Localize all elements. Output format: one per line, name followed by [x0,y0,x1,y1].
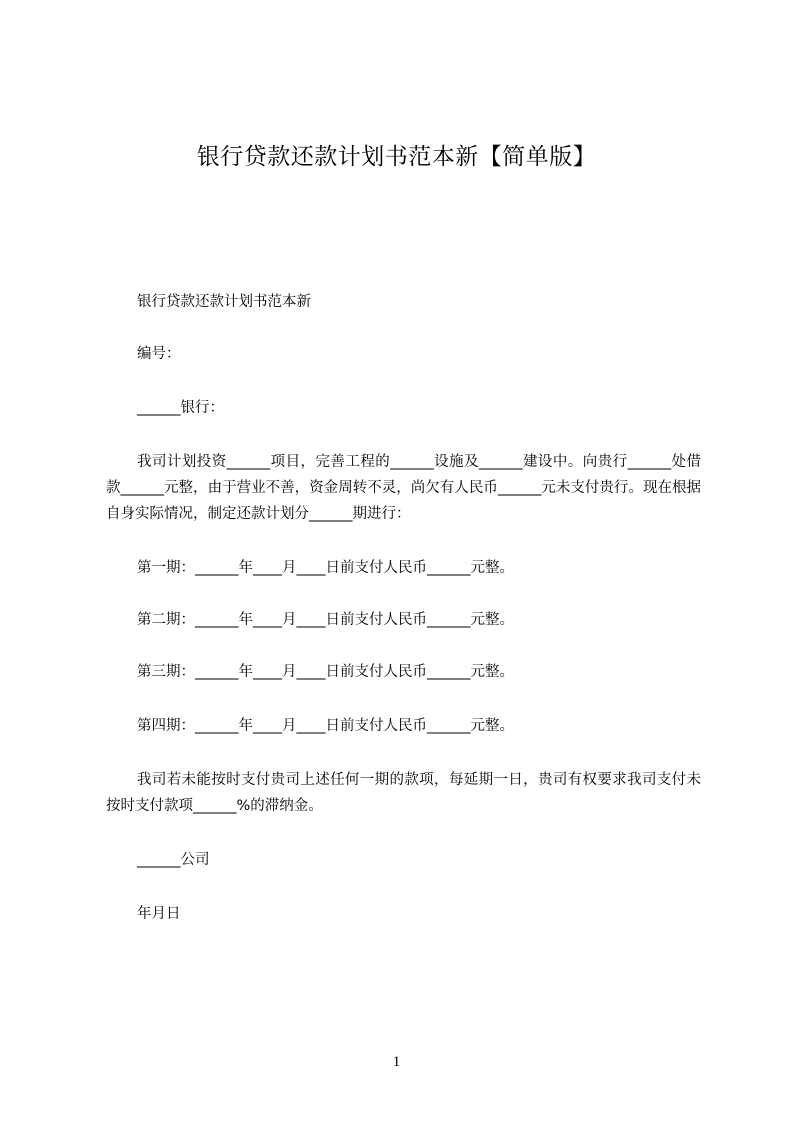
installment-2: 第二期：______年____月____日前支付人民币______元整。 [137,612,514,628]
intro-paragraph: 我司计划投资______项目，完善工程的______设施及______建设中。向贵行______处借款______元整，由于营业不善，资金周转不灵，尚欠有人民币______元未支付贵行。现在根据自身实际情况，制定还款计划分______期进行： [106,454,701,522]
penalty-paragraph: 我司若未能按时支付贵司上述任何一期的款项，每延期一日，贵司有权要求我司支付未按时支付款项______%的滞纳金。 [106,772,701,814]
bank-line: ______银行： [137,400,224,416]
installment-1: 第一期：______年____月____日前支付人民币______元整。 [137,560,514,576]
document-title: 银行贷款还款计划书范本新【简单版】 [196,144,597,170]
document-subtitle: 银行贷款还款计划书范本新 [137,294,311,310]
installment-3: 第三期：______年____月____日前支付人民币______元整。 [137,664,514,680]
company-line: ______公司 [137,852,210,868]
number-label: 编号： [137,346,181,362]
installment-4: 第四期：______年____月____日前支付人民币______元整。 [137,718,514,734]
page-number: 1 [392,1054,401,1070]
date-line: 年月日 [137,906,181,922]
